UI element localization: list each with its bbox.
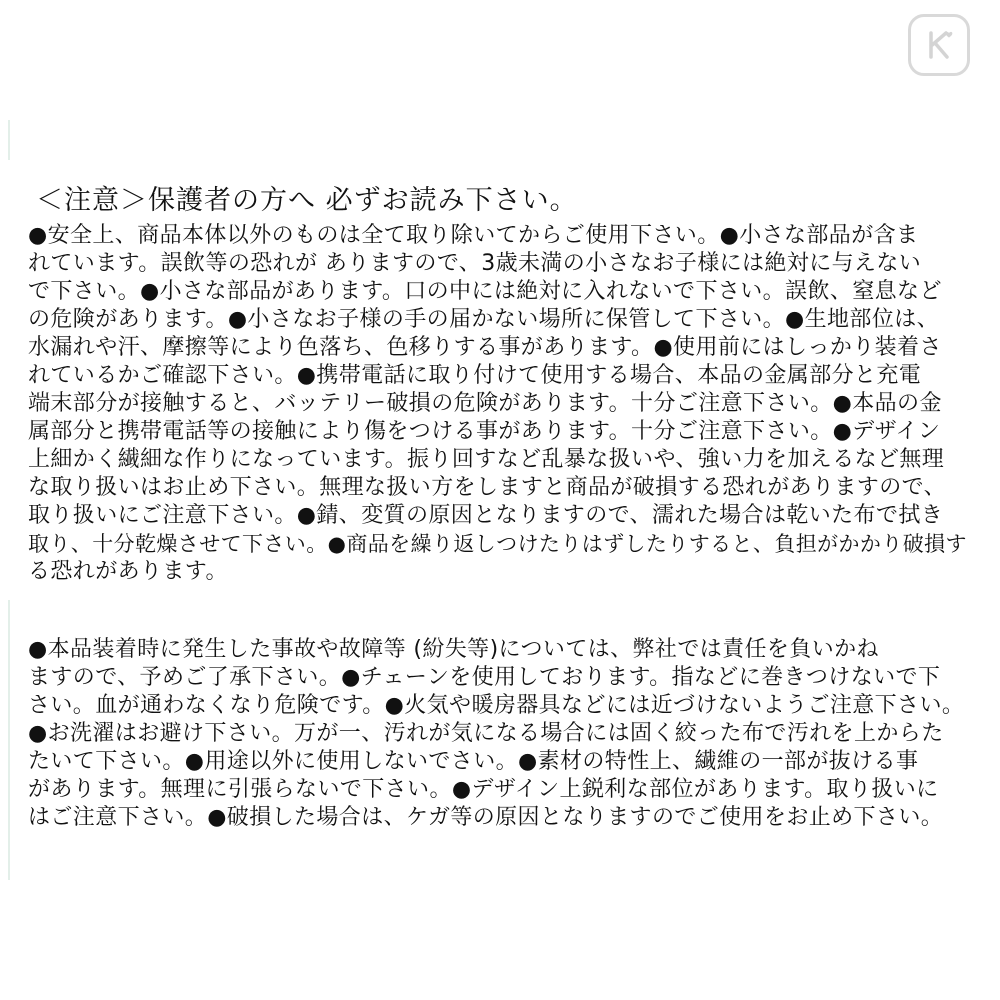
text-line: さい。血が通わなくなり危険です。●火気や暖房器具などには近づけないようご注意下さい。 <box>28 693 965 718</box>
scan-edge-line <box>8 600 10 880</box>
text-line: 取り扱いにご注意下さい。●錆、変質の原因となりますので、濡れた場合は乾いた布で拭き <box>28 503 944 528</box>
scan-edge-line <box>8 120 10 160</box>
text-line: で下さい。●小さな部品があります。口の中には絶対に入れないで下さい。誤飲、窒息など <box>28 279 942 304</box>
text-line: たいて下さい。●用途以外に使用しないでさい。●素材の特性上、繊維の一部が抜ける事 <box>28 749 919 774</box>
text-line: る恐れがあります。 <box>28 559 228 584</box>
text-line: 上細かく繊細な作りになっています。振り回すなど乱暴な扱いや、強い力を加えるなど無理 <box>28 447 945 472</box>
text-line: な取り扱いはお止め下さい。無理な扱い方をしますと商品が破損する恐れがありますので、 <box>28 475 946 500</box>
brand-logo <box>908 14 970 76</box>
caution-paragraph-2 <box>28 636 976 832</box>
text-line: 取り、十分乾燥させて下さい。●商品を繰り返しつけたりはずしたりすると、負担がかかり破損す <box>28 532 967 556</box>
text-line: があります。無理に引張らないで下さい。●デザイン上鋭利な部位があります。取り扱いに <box>28 777 939 802</box>
text-line: はご注意下さい。●破損した場合は、ケガ等の原因となりますのでご使用をお止め下さい。 <box>28 805 944 830</box>
caution-paragraph-1 <box>28 222 976 586</box>
text-line: ますので、予めご了承下さい。●チェーンを使用しております。指などに巻きつけないで下 <box>28 665 941 690</box>
text-line: 端末部分が接触すると、バッテリー破損の危険があります。十分ご注意下さい。●本品の金 <box>28 391 942 416</box>
notice-heading: ＜注意＞保護者の方へ 必ずお読み下さい。 <box>36 185 578 216</box>
text-line: の危険があります。●小さなお子様の手の届かない場所に保管して下さい。●生地部位は、 <box>28 307 940 332</box>
text-line: ●本品装着時に発生した事故や故障等 (紛失等)については、弊社では責任を負いかね <box>28 637 879 662</box>
text-line: ●安全上、商品本体以外のものは全て取り除いてからご使用下さい。●小さな部品が含ま <box>28 223 919 248</box>
text-line: れています。誤飲等の恐れが ありますので、3歳未満の小さなお子様には絶対に与えない <box>28 251 922 276</box>
k-letter-icon <box>919 25 959 65</box>
text-line: 属部分と携帯電話等の接触により傷をつける事があります。十分ご注意下さい。●デザイン <box>28 419 941 444</box>
text-line: れているかご確認下さい。●携帯電話に取り付けて使用する場合、本品の金属部分と充電 <box>28 363 922 388</box>
text-line: ●お洗濯はお避け下さい。万が一、汚れが気になる場合には固く絞った布で汚れを上からた <box>28 721 944 746</box>
text-line: 水漏れや汗、摩擦等により色落ち、色移りする事があります。●使用前にはしっかり装着さ <box>28 335 942 360</box>
